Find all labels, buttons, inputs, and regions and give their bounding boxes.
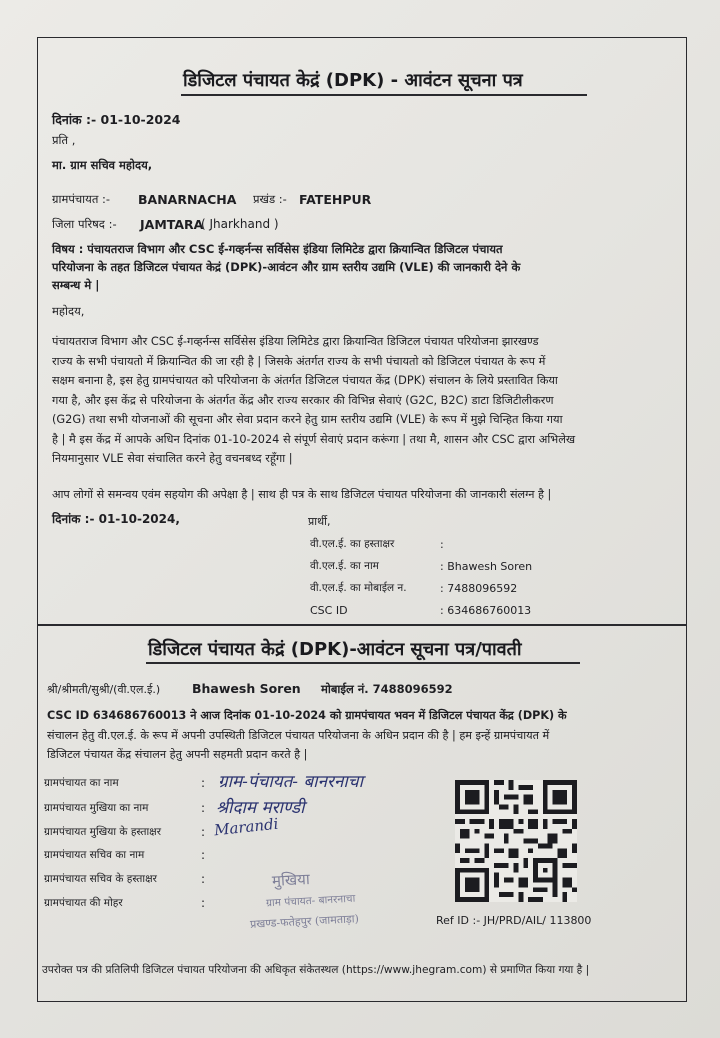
- qr-code: [455, 780, 577, 902]
- applicant-label: प्रार्थी,: [308, 515, 331, 528]
- vle-sign-label: वी.एल.ई. का हस्ताक्षर: [310, 538, 395, 550]
- receipt-line: CSC ID 634686760013 ने आज दिनांक 01-10-2024 को ग्रामपंचायत भवन में डिजिटल पंचायत केंद्र (DPK) के: [47, 709, 567, 722]
- receipt-paragraph: [47, 706, 567, 765]
- field-secretary-sign-label: ग्रामपंचायत सचिव के हस्ताक्षर: [44, 873, 157, 885]
- section-divider: [37, 624, 687, 626]
- person-name: Bhawesh Soren: [192, 681, 301, 696]
- stamp-line: मुखिया: [271, 870, 311, 890]
- block-label: प्रखंड :-: [253, 192, 287, 206]
- district-value: JAMTARA: [140, 217, 204, 232]
- field-secretary-name-label: ग्रामपंचायत सचिव का नाम: [44, 849, 145, 861]
- field-colon: :: [201, 825, 206, 839]
- field-gp-name-label: ग्रामपंचायत का नाम: [44, 777, 119, 789]
- stamp-line: प्रखण्ड-फतेहपुर (जामताड़ा): [249, 912, 360, 931]
- body-line: नियमानुसार VLE सेवा संचालित करने हेतु वचनबध्द रहूँगा |: [52, 452, 293, 465]
- district-label: जिला परिषद :-: [52, 217, 117, 231]
- stamp-line: ग्राम पंचायत- बानरनाचा: [265, 892, 356, 910]
- date-line: दिनांक :- 01-10-2024: [52, 112, 181, 127]
- body-paragraph: [52, 332, 575, 469]
- notice-title: डिजिटल पंचायत केद्रं (DPK) - आवंटन सूचना पत्र: [183, 70, 523, 91]
- vle-name-value: : Bhawesh Soren: [440, 560, 533, 573]
- handwritten-mukhiya-name: श्रीदाम मराण्डी: [216, 798, 305, 818]
- csc-value: : 634686760013: [440, 604, 532, 617]
- receipt-title-underline: [146, 662, 580, 664]
- body-line: राज्य के सभी पंचायतो में क्रियान्वित की जा रही है | जिसके अंतर्गत राज्य के सभी पंचायतो को डिजिटल पंचायत के रूप में: [52, 354, 546, 368]
- to-label: प्रति ,: [52, 133, 76, 147]
- body-line: पंचायतराज विभाग और CSC ई-गव्हर्नन्स सर्विसेस इंडिया लिमिटेड द्वारा क्रियान्वित डिजिटल पंचायत परियोजना झारखण्ड: [52, 335, 539, 348]
- person-prefix: श्री/श्रीमती/सुश्री/(वी.एल.ई.): [47, 683, 161, 696]
- receipt-line: डिजिटल पंचायत केंद्र संचालन हेतु अपनी सहमती प्रदान करते है |: [47, 748, 308, 761]
- addressee: मा. ग्राम सचिव महोदय,: [52, 158, 153, 172]
- field-seal-label: ग्रामपंचायत की मोहर: [44, 897, 123, 909]
- field-mukhiya-sign-label: ग्रामपंचायत मुखिया के हस्ताक्षर: [44, 826, 162, 838]
- title-underline: [181, 94, 587, 96]
- subject-line: सम्बन्ध मे |: [52, 278, 100, 292]
- field-colon: :: [201, 776, 206, 790]
- footer-note: उपरोक्त पत्र की प्रतिलिपी डिजिटल पंचायत परियोजना की अधिकृत संकेतस्थल (https://www.jhegram.com) से प्रमाणित किया गया है |: [42, 964, 590, 976]
- field-colon: :: [201, 872, 206, 886]
- subject-line: विषय : पंचायतराज विभाग और CSC ई-गव्हर्नन्स सर्विसेस इंडिया लिमिटेड द्वारा क्रियान्वित डिजिटल पंचायत: [52, 242, 503, 256]
- block-value: FATEHPUR: [299, 192, 372, 207]
- field-mukhiya-name-label: ग्रामपंचायत मुखिया का नाम: [44, 802, 149, 814]
- date-line-2: दिनांक :- 01-10-2024,: [52, 512, 180, 526]
- vle-mobile-value: : 7488096592: [440, 582, 518, 595]
- gp-value: BANARNACHA: [138, 192, 237, 207]
- field-colon: :: [201, 848, 206, 862]
- body-line: सक्षम बनाना है, इस हेतु ग्रामपंचायत को परियोजना के अंतर्गत डिजिटल पंचायत केंद्र (DPK) संचालन के लिये प्रस्तावित किया: [52, 374, 558, 387]
- vle-sign-value: :: [440, 538, 444, 551]
- body-line: गया है, और इस केंद्र से परियोजना के अंतर्गत केंद्र और राज्य सरकार की विभिन्न सेवाएं (G2C, B2C) डाटा डिजिटीलीकरण: [52, 393, 554, 407]
- receipt-line: संचालन हेतु वी.एल.ई. के रूप में अपनी उपस्थिती डिजिटल पंचायत परियोजना के अधिन प्रदान की है | हम इन्हें ग्रामपंचायत में: [47, 728, 550, 742]
- ref-id: Ref ID :- JH/PRD/AIL/ 113800: [436, 914, 592, 927]
- state-value: ( Jharkhand ): [201, 217, 279, 231]
- receipt-title: डिजिटल पंचायत केद्रं (DPK)-आवंटन सूचना पत्र/पावती: [148, 639, 522, 660]
- body-line: (G2G) तथा सभी योजनाओं की सूचना और सेवा प्रदान करने हेतु ग्राम स्तरीय उद्यमि (VLE) के रूप में मुझे चिन्हित किया गया: [52, 413, 563, 426]
- subject-line: परियोजना के तहत डिजिटल पंचायत केद्रं (DPK)-आवंटन और ग्राम स्तरीय उद्यमि (VLE) की जानकारी देने के: [52, 260, 521, 274]
- gp-label: ग्रामपंचायत :-: [52, 192, 111, 206]
- csc-label: CSC ID: [310, 604, 348, 617]
- person-mobile: मोबाईल नं. 7488096592: [321, 682, 453, 696]
- handwritten-gp-name: ग्राम-पंचायत- बानरनाचा: [218, 772, 363, 792]
- salutation: महोदय,: [52, 304, 85, 318]
- mukhiya-signature: Marandi: [213, 814, 280, 840]
- field-colon: :: [201, 896, 206, 910]
- vle-mobile-label: वी.एल.ई. का मोबाईल न.: [310, 582, 407, 594]
- subject: [52, 240, 520, 294]
- vle-name-label: वी.एल.ई. का नाम: [310, 560, 379, 572]
- field-colon: :: [201, 801, 206, 815]
- body-line: है | मै इस केंद्र में आपके अधिन दिनांक 01-10-2024 से संपूर्ण सेवाएं प्रदान करूंगा | तथा मै, शासन और CSC द्वारा अभिलेख: [52, 432, 576, 446]
- closing-line: आप लोगों से समन्वय एवंम सहयोग की अपेक्षा है | साथ ही पत्र के साथ डिजिटल पंचायत परियोजना की जानकारी संलग्न है |: [52, 488, 552, 501]
